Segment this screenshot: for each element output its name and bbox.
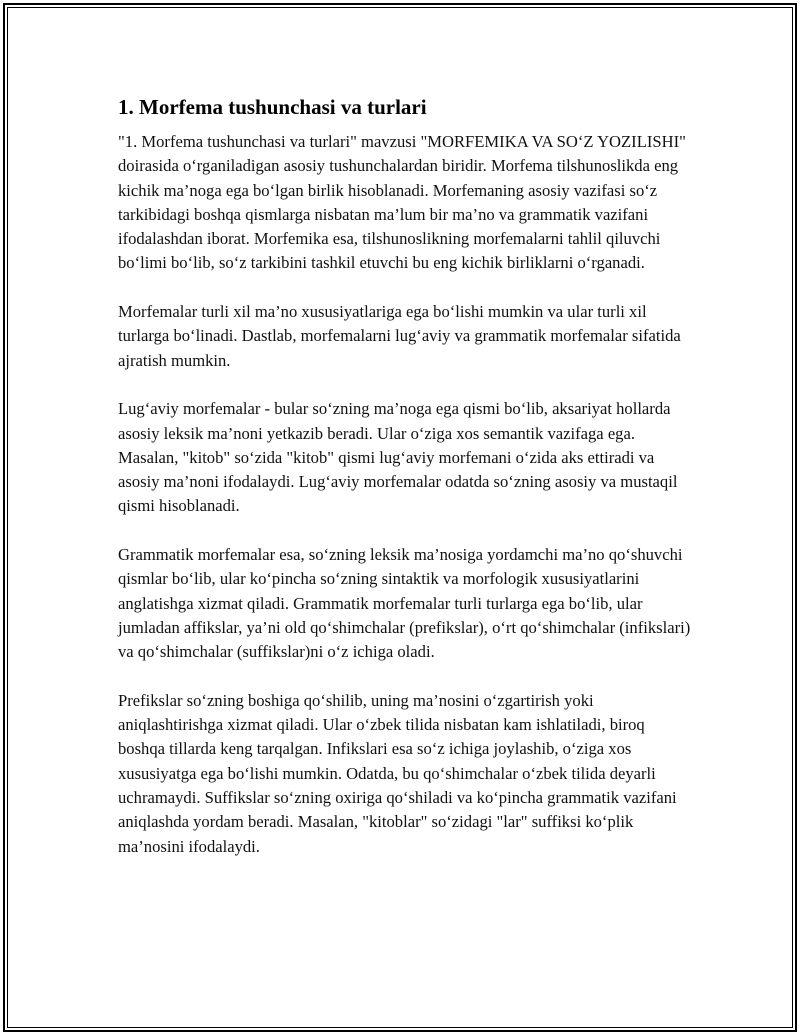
- section-heading: 1. Morfema tushunchasi va turlari: [118, 95, 427, 119]
- paragraph-intro: "1. Morfema tushunchasi va turlari" mavzusi "MORFEMIKA VA SO‘Z YOZILISHI" doirasida o‘rganiladigan asosiy tushunchalardan biridir. Morfema tilshunoslikda eng kichik ma’noga ega bo‘lgan birlik hisoblanadi. Morfemaning asosiy vazifasi so‘z tarkibidagi boshqa qismlarga nisbatan ma’lum bir ma’no va grammatik vazifani ifodalashdan iborat. Morfemika esa, tilshunoslikning morfemalarni tahlil qiluvchi bo‘limi bo‘lib, so‘z tarkibini tashkil etuvchi bu eng kichik birliklarni o‘rganadi.: [118, 132, 686, 273]
- paragraph-types: Morfemalar turli xil ma’no xususiyatlariga ega bo‘lishi mumkin va ular turli xil turlarga bo‘linadi. Dastlab, morfemalarni lug‘aviy va grammatik morfemalar sifatida ajratish mumkin.: [118, 302, 681, 370]
- paragraph-lexical-morphemes: Lug‘aviy morfemalar - bular so‘zning ma’noga ega qismi bo‘lib, aksariyat hollarda asosiy leksik ma’noni yetkazib beradi. Ular o‘ziga xos semantik vazifaga ega. Masalan, "kitob" so‘zida "kitob" qismi lug‘aviy morfemani o‘zida aks ettiradi va asosiy ma’noni ifodalaydi. Lug‘aviy morfemalar odatda so‘zning asosiy va mustaqil qismi hisoblanadi.: [118, 399, 678, 516]
- document-body: [118, 94, 693, 859]
- paragraph-affixes: Prefikslar so‘zning boshiga qo‘shilib, uning ma’nosini o‘zgartirish yoki aniqlashtirishga xizmat qiladi. Ular o‘zbek tilida nisbatan kam ishlatiladi, biroq boshqa tillarda keng tarqalgan. Infikslari esa so‘z ichiga joylashib, o‘ziga xos xususiyatga ega bo‘lishi mumkin. Odatda, bu qo‘shimchalar o‘zbek tilida deyarli uchramaydi. Suffikslar so‘zning oxiriga qo‘shiladi va ko‘pincha grammatik vazifani aniqlashda yordam beradi. Masalan, "kitoblar" so‘zidagi "lar" suffiksi ko‘plik ma’nosini ifodalaydi.: [118, 690, 677, 856]
- paragraph-grammatical-morphemes: Grammatik morfemalar esa, so‘zning leksik ma’nosiga yordamchi ma’no qo‘shuvchi qismlar bo‘lib, ular ko‘pincha so‘zning sintaktik va morfologik xususiyatlarini anglatishga xizmat qiladi. Grammatik morfemalar turli turlarga ega bo‘lib, ular jumladan affikslar, ya’ni old qo‘shimchalar (prefikslar), o‘rt qo‘shimchalar (infikslari) va qo‘shimchalar (suffikslar)ni o‘z ichiga oladi.: [118, 545, 691, 662]
